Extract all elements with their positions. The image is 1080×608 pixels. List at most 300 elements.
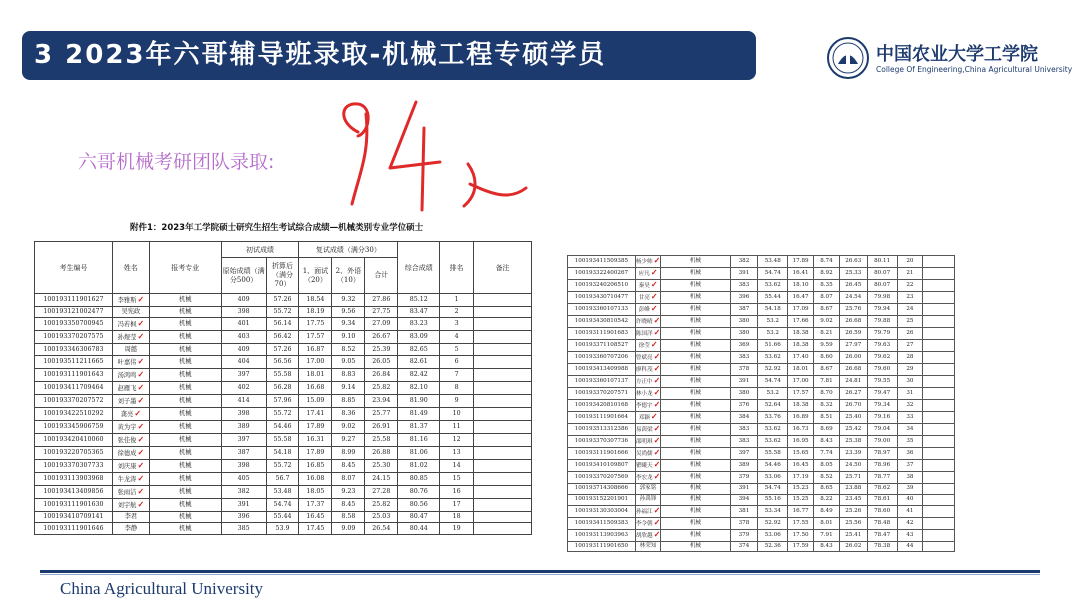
- cell-id: 100193410109807: [568, 460, 636, 472]
- cell-conv: 52.92: [758, 364, 788, 376]
- cell-en: 8.69: [814, 424, 840, 436]
- cell-id: 100193113903963: [568, 529, 636, 541]
- table-row: [568, 376, 955, 388]
- cell-en: 8.83: [332, 368, 365, 381]
- cell-raw: 381: [730, 505, 758, 517]
- table-row: [35, 294, 532, 307]
- cell-major: 机械: [149, 523, 221, 534]
- cell-raw: 383: [730, 352, 758, 364]
- cell-iv: 17.09: [788, 304, 814, 316]
- cell-id: 100193111901650: [568, 541, 636, 552]
- cell-remark: [474, 433, 532, 446]
- cell-name: [112, 394, 149, 407]
- header-english: 2、外语（10）: [332, 258, 365, 294]
- header-initial-raw: 原始成绩（满分500）: [221, 258, 266, 294]
- cell-rank: 37: [897, 460, 923, 472]
- cell-conv: 56.7: [266, 472, 299, 485]
- footer-divider: [40, 570, 1040, 573]
- cell-raw: 391: [730, 268, 758, 280]
- cell-raw: 383: [730, 280, 758, 292]
- cell-conv: 54.46: [758, 460, 788, 472]
- cell-rank: 28: [897, 352, 923, 364]
- cell-id: 100193411509385: [568, 256, 636, 268]
- cell-name: [635, 517, 661, 529]
- cell-en: 8.21: [814, 328, 840, 340]
- cell-id: 100193430710477: [568, 292, 636, 304]
- cell-name: [635, 424, 661, 436]
- header-composite: 综合成绩: [398, 242, 440, 294]
- checkmark-icon: ✓: [137, 318, 145, 329]
- cell-major: 机械: [661, 376, 730, 388]
- cell-name: [635, 412, 661, 424]
- cell-comp: 78.77: [867, 472, 897, 484]
- cell-en: 8.65: [814, 484, 840, 495]
- cell-id: 100193511211665: [35, 355, 113, 368]
- cell-en: 8.60: [814, 352, 840, 364]
- cell-iv: 17.45: [299, 523, 332, 534]
- cell-name: [635, 529, 661, 541]
- checkmark-icon: ✓: [653, 517, 661, 527]
- cell-en: 8.99: [332, 446, 365, 459]
- cell-major: 机械: [661, 412, 730, 424]
- checkmark-icon: ✓: [137, 446, 145, 457]
- cell-name-text: 李德宇: [635, 403, 653, 409]
- cell-conv: 53.2: [758, 388, 788, 400]
- cell-conv: 57.96: [266, 394, 299, 407]
- cell-remark: [923, 340, 955, 352]
- cell-conv: 53.62: [758, 352, 788, 364]
- cell-comp: 83.09: [398, 331, 440, 344]
- cell-rank: 44: [897, 541, 923, 552]
- cell-remark: [923, 484, 955, 495]
- checkmark-icon: ✓: [653, 327, 661, 337]
- cell-conv: 55.72: [266, 307, 299, 318]
- cell-remark: [474, 394, 532, 407]
- table-row: [568, 280, 955, 292]
- table-row: [568, 400, 955, 412]
- cell-raw: 391: [221, 498, 266, 511]
- cell-rank: 32: [897, 400, 923, 412]
- table-row: [568, 364, 955, 376]
- checkmark-icon: ✓: [650, 279, 658, 289]
- cell-comp: 79.55: [867, 376, 897, 388]
- cell-name-text: 李君: [124, 513, 138, 521]
- cell-name-text: 徐德成: [117, 449, 137, 457]
- cell-raw: 396: [730, 292, 758, 304]
- cell-raw: 398: [221, 307, 266, 318]
- results-table-right: [567, 255, 955, 552]
- cell-comp: 78.38: [867, 541, 897, 552]
- cell-en: 9.27: [332, 433, 365, 446]
- cell-name: [635, 460, 661, 472]
- cell-conv: 53.62: [758, 436, 788, 448]
- cell-iv: 18.38: [788, 328, 814, 340]
- cell-rank: 35: [897, 436, 923, 448]
- checkmark-icon: ✓: [653, 363, 661, 373]
- cell-rank: 6: [440, 355, 474, 368]
- cell-id: 100193430810542: [568, 316, 636, 328]
- cell-rank: 8: [440, 381, 474, 394]
- table-row: [568, 388, 955, 400]
- cell-comp: 80.11: [867, 256, 897, 268]
- cell-tot: 25.41: [839, 529, 867, 541]
- cell-name: [112, 498, 149, 511]
- cell-rank: 2: [440, 307, 474, 318]
- cell-rank: 41: [897, 505, 923, 517]
- header-major: 报考专业: [149, 242, 221, 294]
- cell-remark: [923, 400, 955, 412]
- cell-en: 9.02: [814, 316, 840, 328]
- checkmark-icon: ✓: [137, 368, 145, 379]
- cell-name-text: 瞿曦天: [635, 463, 653, 469]
- cell-tot: 25.42: [839, 424, 867, 436]
- cell-name-text: 牛龙涛: [117, 475, 137, 483]
- cell-major: 机械: [661, 256, 730, 268]
- cell-conv: 53.2: [758, 316, 788, 328]
- cell-rank: 12: [440, 433, 474, 446]
- cell-en: 8.51: [814, 412, 840, 424]
- cell-en: 7.74: [814, 448, 840, 460]
- cell-remark: [923, 436, 955, 448]
- cell-major: 机械: [149, 394, 221, 407]
- cell-name: [112, 355, 149, 368]
- cell-remark: [474, 331, 532, 344]
- header-initial-group: 初试成绩: [221, 242, 299, 258]
- cell-major: 机械: [661, 280, 730, 292]
- cell-en: 9.59: [814, 340, 840, 352]
- checkmark-icon: ✓: [137, 420, 145, 431]
- cell-name-text: 徐莹: [638, 343, 650, 349]
- cell-conv: 53.2: [758, 328, 788, 340]
- cell-comp: 85.12: [398, 294, 440, 307]
- checkmark-icon: ✓: [137, 294, 145, 304]
- cell-name-text: 邓颖: [638, 415, 650, 421]
- table-row: [35, 307, 532, 318]
- cell-id: 100193413409856: [35, 485, 113, 498]
- cell-tot: 27.09: [365, 318, 398, 331]
- cell-tot: 27.28: [365, 485, 398, 498]
- cell-conv: 52.92: [758, 517, 788, 529]
- cell-id: 100193346306783: [35, 344, 113, 355]
- cell-conv: 51.66: [758, 340, 788, 352]
- cell-id: 100193350700945: [35, 318, 113, 331]
- cell-en: 9.02: [332, 420, 365, 433]
- cell-name-text: 张雨洁: [117, 488, 137, 496]
- results-table-left: [34, 241, 532, 535]
- cell-name: [635, 256, 661, 268]
- cell-comp: 79.04: [867, 424, 897, 436]
- cell-major: 机械: [149, 511, 221, 522]
- cell-tot: 23.39: [839, 448, 867, 460]
- cell-iv: 17.55: [788, 517, 814, 529]
- cell-iv: 16.73: [788, 424, 814, 436]
- cell-conv: 53.06: [758, 472, 788, 484]
- cell-iv: 16.31: [299, 433, 332, 446]
- table-row: [35, 485, 532, 498]
- header-remark: 备注: [474, 242, 532, 294]
- cell-conv: 53.9: [266, 523, 299, 534]
- cell-en: 8.07: [332, 472, 365, 485]
- cell-major: 机械: [149, 381, 221, 394]
- cell-tot: 27.86: [365, 294, 398, 307]
- cell-id: 100193360107133: [568, 304, 636, 316]
- cell-en: 8.43: [814, 436, 840, 448]
- cell-name: [635, 376, 661, 388]
- cell-comp: 79.88: [867, 316, 897, 328]
- checkmark-icon: ✓: [653, 529, 661, 539]
- checkmark-icon: ✓: [137, 459, 145, 470]
- cell-name-text: 刘庆康: [117, 462, 137, 470]
- cell-remark: [474, 318, 532, 331]
- table-row: [35, 394, 532, 407]
- cell-conv: 56.56: [266, 355, 299, 368]
- cell-major: 机械: [661, 472, 730, 484]
- cell-major: 机械: [661, 517, 730, 529]
- cell-comp: 79.63: [867, 340, 897, 352]
- cell-comp: 79.34: [867, 400, 897, 412]
- cell-conv: 53.48: [758, 256, 788, 268]
- cell-en: 8.74: [814, 256, 840, 268]
- cell-major: 机械: [149, 459, 221, 472]
- cell-comp: 81.06: [398, 446, 440, 459]
- cell-comp: 80.47: [398, 511, 440, 522]
- cell-tot: 25.40: [839, 412, 867, 424]
- cell-id: 100193370307733: [35, 459, 113, 472]
- cell-iv: 17.66: [788, 316, 814, 328]
- cell-tot: 25.71: [839, 472, 867, 484]
- cell-name-text: 李静: [124, 524, 138, 532]
- cell-major: 机械: [149, 307, 221, 318]
- cell-comp: 83.23: [398, 318, 440, 331]
- cell-comp: 78.47: [867, 529, 897, 541]
- cell-conv: 55.72: [266, 459, 299, 472]
- cell-iv: 16.89: [788, 412, 814, 424]
- cell-comp: 80.44: [398, 523, 440, 534]
- cell-name-text: 林小龙: [635, 391, 653, 397]
- cell-comp: 78.48: [867, 517, 897, 529]
- cell-id: 100193513312386: [568, 424, 636, 436]
- cell-raw: 391: [730, 376, 758, 388]
- cell-iv: 18.38: [788, 340, 814, 352]
- cell-tot: 24.54: [839, 292, 867, 304]
- cell-rank: 1: [440, 294, 474, 307]
- cell-comp: 78.62: [867, 484, 897, 495]
- cell-en: 9.10: [332, 331, 365, 344]
- cell-id: 100193420410060: [35, 433, 113, 446]
- cell-name: [635, 388, 661, 400]
- cell-en: 7.91: [814, 529, 840, 541]
- cell-name: [635, 436, 661, 448]
- cell-remark: [474, 511, 532, 522]
- cell-name: [112, 433, 149, 446]
- cell-rank: 7: [440, 368, 474, 381]
- cell-rank: 31: [897, 388, 923, 400]
- cell-iv: 17.00: [788, 376, 814, 388]
- college-logo: [826, 36, 1073, 82]
- header-interview: 1、面试（20）: [299, 258, 332, 294]
- cell-major: 机械: [661, 484, 730, 495]
- cell-raw: 376: [730, 400, 758, 412]
- cell-name-text: 龚亮: [120, 410, 134, 418]
- cell-conv: 56.42: [266, 331, 299, 344]
- table-row: [35, 459, 532, 472]
- checkmark-icon: ✓: [137, 472, 145, 483]
- cell-name-text: 叶嘉伟: [117, 358, 137, 366]
- cell-name-text: 张佳俊: [117, 436, 137, 444]
- cell-name: [112, 420, 149, 433]
- header-retest-group: 复试成绩（满分30）: [299, 242, 398, 258]
- cell-id: 100193411709464: [35, 381, 113, 394]
- cell-raw: 374: [730, 541, 758, 552]
- cell-tot: 23.94: [365, 394, 398, 407]
- cell-conv: 53.62: [758, 424, 788, 436]
- cell-tot: 27.75: [365, 307, 398, 318]
- checkmark-icon: ✓: [650, 267, 658, 277]
- cell-id: 100193410709141: [35, 511, 113, 522]
- cell-id: 100193360107137: [568, 376, 636, 388]
- cell-rank: 38: [897, 472, 923, 484]
- cell-en: 9.14: [332, 381, 365, 394]
- cell-major: 机械: [661, 460, 730, 472]
- cell-conv: 53.06: [758, 529, 788, 541]
- cell-iv: 18.54: [299, 294, 332, 307]
- cell-iv: 16.77: [788, 505, 814, 517]
- cell-tot: 25.26: [839, 505, 867, 517]
- cell-major: 机械: [661, 505, 730, 517]
- cell-raw: 398: [221, 459, 266, 472]
- cell-id: 100193111901666: [568, 448, 636, 460]
- cell-remark: [923, 541, 955, 552]
- cell-conv: 55.44: [266, 511, 299, 522]
- cell-name: [112, 511, 149, 522]
- cell-raw: 404: [221, 355, 266, 368]
- cell-id: 100193370207569: [568, 472, 636, 484]
- cell-raw: 405: [221, 472, 266, 485]
- cell-tot: 25.30: [365, 459, 398, 472]
- cell-comp: 81.49: [398, 407, 440, 420]
- cell-remark: [474, 485, 532, 498]
- cell-id: 100193152201901: [568, 494, 636, 505]
- cell-tot: 23.45: [839, 494, 867, 505]
- table-row: [35, 498, 532, 511]
- cell-conv: 56.14: [266, 318, 299, 331]
- cell-id: 100193370207571: [568, 388, 636, 400]
- cell-remark: [923, 388, 955, 400]
- cell-comp: 80.56: [398, 498, 440, 511]
- cell-raw: 414: [221, 394, 266, 407]
- cell-name: [112, 472, 149, 485]
- cell-major: 机械: [661, 400, 730, 412]
- cell-conv: 52.64: [758, 400, 788, 412]
- cell-name: [635, 352, 661, 364]
- cell-en: 8.43: [814, 541, 840, 552]
- cell-major: 机械: [661, 529, 730, 541]
- cell-id: 100193345906759: [35, 420, 113, 433]
- cell-conv: 53.62: [758, 280, 788, 292]
- cell-name: [635, 472, 661, 484]
- cell-name: [635, 292, 661, 304]
- cell-rank: 43: [897, 529, 923, 541]
- cell-raw: 383: [730, 424, 758, 436]
- cell-iv: 16.45: [299, 511, 332, 522]
- cell-conv: 53.76: [758, 412, 788, 424]
- cell-rank: 11: [440, 420, 474, 433]
- cell-en: 8.32: [814, 400, 840, 412]
- cell-major: 机械: [149, 368, 221, 381]
- cell-name: [112, 446, 149, 459]
- cell-iv: 18.10: [788, 280, 814, 292]
- cell-comp: 79.00: [867, 436, 897, 448]
- table-row: [568, 316, 955, 328]
- cell-id: 100193422510292: [35, 407, 113, 420]
- cell-name-text: 刘子墨: [117, 397, 137, 405]
- table-row: [35, 318, 532, 331]
- cell-raw: 397: [221, 433, 266, 446]
- cell-major: 机械: [661, 292, 730, 304]
- footer-university-name: China Agricultural University: [60, 579, 264, 598]
- cell-major: 机械: [149, 407, 221, 420]
- cell-tot: 26.59: [839, 328, 867, 340]
- cell-name: [112, 485, 149, 498]
- cell-name-text: 郭家铭: [639, 485, 657, 492]
- cell-major: 机械: [661, 304, 730, 316]
- cell-rank: 19: [440, 523, 474, 534]
- cell-remark: [923, 316, 955, 328]
- table-row: [35, 472, 532, 485]
- cell-tot: 26.54: [365, 523, 398, 534]
- table-row: [568, 268, 955, 280]
- cell-iv: 15.23: [788, 484, 814, 495]
- checkmark-icon: ✓: [650, 303, 658, 313]
- cell-iv: 16.41: [788, 268, 814, 280]
- cell-name: [635, 280, 661, 292]
- cell-rank: 25: [897, 316, 923, 328]
- cell-major: 机械: [149, 472, 221, 485]
- cell-raw: 391: [730, 484, 758, 495]
- cell-iv: 18.01: [299, 368, 332, 381]
- cell-rank: 16: [440, 485, 474, 498]
- cell-name-text: 孙福江: [635, 508, 653, 515]
- cell-rank: 36: [897, 448, 923, 460]
- cell-id: 100193411509383: [568, 517, 636, 529]
- table-row: [568, 541, 955, 552]
- cell-tot: 24.50: [839, 460, 867, 472]
- cell-tot: 25.33: [839, 268, 867, 280]
- cell-id: 100193111901630: [35, 498, 113, 511]
- checkmark-icon: ✓: [137, 433, 145, 444]
- cell-conv: 54.74: [758, 376, 788, 388]
- header-initial-conv: 折算后（满分70）: [266, 258, 299, 294]
- cell-remark: [923, 364, 955, 376]
- cell-raw: 389: [221, 420, 266, 433]
- cell-name: [112, 331, 149, 344]
- cell-name: [635, 484, 661, 495]
- cell-remark: [923, 412, 955, 424]
- cell-name: [635, 364, 661, 376]
- cell-conv: 57.26: [266, 344, 299, 355]
- cell-comp: 80.76: [398, 485, 440, 498]
- page-title: 3 2023年六哥辅导班录取-机械工程专硕学员: [22, 31, 756, 80]
- cell-name: [112, 318, 149, 331]
- cell-iv: 17.57: [299, 331, 332, 344]
- cell-iv: 17.59: [788, 541, 814, 552]
- cell-remark: [474, 368, 532, 381]
- checkmark-icon: ✓: [653, 447, 661, 457]
- checkmark-icon: ✓: [137, 381, 145, 392]
- cell-conv: 54.18: [758, 304, 788, 316]
- cell-iv: 17.89: [299, 446, 332, 459]
- cell-tot: 26.68: [839, 316, 867, 328]
